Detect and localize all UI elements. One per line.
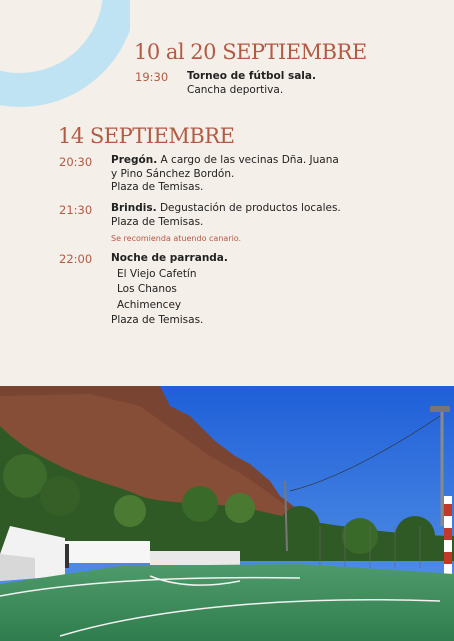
event-description bbox=[187, 70, 316, 97]
event-detail-line: y Pino Sánchez Bordón. bbox=[111, 167, 235, 180]
event-time: 22:00 bbox=[59, 252, 93, 266]
event-note: Se recomienda atuendo canario. bbox=[111, 234, 242, 243]
event-location: Plaza de Temisas. bbox=[111, 181, 204, 193]
event-description bbox=[111, 202, 341, 229]
event-title: Brindis. bbox=[111, 202, 157, 214]
event-location: Cancha deportiva. bbox=[187, 83, 284, 96]
sports-court-photo bbox=[0, 386, 454, 641]
event-location: Plaza de Temisas. bbox=[111, 215, 204, 228]
event-detail: Degustación de productos locales. bbox=[156, 202, 341, 214]
performer-name: Achimencey bbox=[117, 298, 182, 311]
event-detail: A cargo de las vecinas Dña. Juana bbox=[157, 154, 339, 166]
section-heading-sept-14: 14 SEPTIEMBRE bbox=[58, 124, 235, 148]
performer-name: Los Chanos bbox=[117, 283, 177, 295]
event-location: Plaza de Temisas. bbox=[111, 314, 204, 326]
event-title: Pregón. bbox=[111, 154, 158, 166]
performer-name: El Viejo Cafetín bbox=[117, 267, 197, 280]
event-title: Noche de parranda. bbox=[111, 252, 228, 264]
event-time: 19:30 bbox=[135, 70, 169, 84]
section-heading-sept-10-20: 10 al 20 SEPTIEMBRE bbox=[134, 40, 367, 64]
event-description bbox=[111, 251, 228, 329]
event-description bbox=[111, 154, 339, 195]
event-title: Torneo de fútbol sala. bbox=[187, 70, 316, 82]
decorative-arc bbox=[0, 0, 130, 120]
event-time: 20:30 bbox=[59, 155, 93, 169]
event-time: 21:30 bbox=[59, 203, 93, 217]
